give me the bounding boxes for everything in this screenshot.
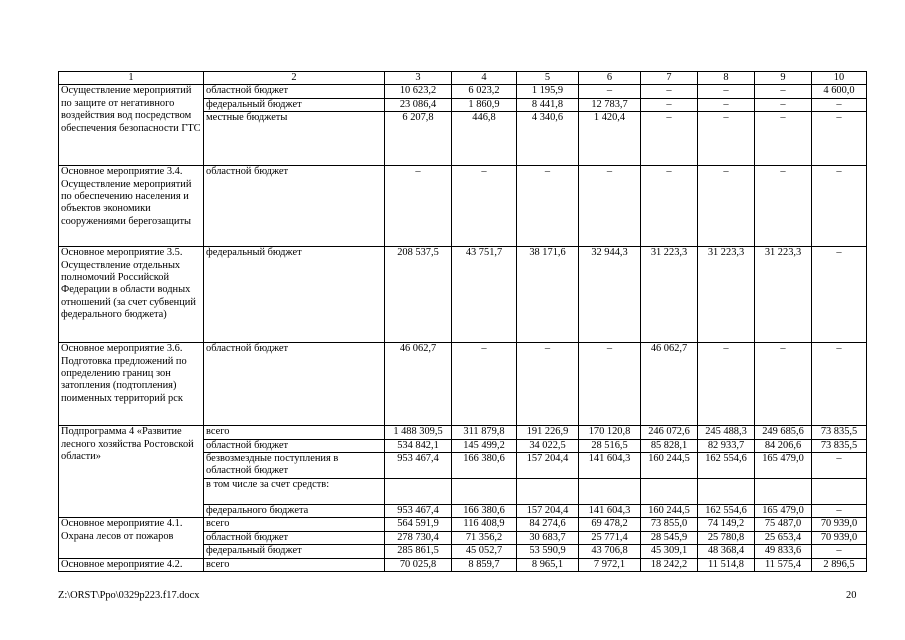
table-row <box>59 558 867 571</box>
amount-cell: – <box>452 166 517 247</box>
amount-cell: 278 730,4 <box>385 531 452 544</box>
amount-cell: 75 487,0 <box>755 518 812 531</box>
amount-cell: 70 939,0 <box>812 531 867 544</box>
amount-cell: 8 859,7 <box>452 558 517 571</box>
amount-cell: – <box>579 85 641 98</box>
activity-name-cell: Подпрограмма 4 «Развитие лесного хозяйства Ростовской области» <box>59 426 204 518</box>
amount-cell: 38 171,6 <box>517 247 579 343</box>
amount-cell: – <box>698 98 755 111</box>
amount-cell: – <box>755 98 812 111</box>
amount-cell: 25 780,8 <box>698 531 755 544</box>
activity-name-cell: Основное мероприятие 3.4. Осуществление мероприятий по обеспечению населения и объектов экономики сооружениями берегозащиты <box>59 166 204 247</box>
amount-cell: 31 223,3 <box>698 247 755 343</box>
funding-source-cell: в том числе за счет средств: <box>204 479 385 505</box>
table-body <box>59 72 867 572</box>
amount-cell: 1 195,9 <box>517 85 579 98</box>
amount-cell: 45 052,7 <box>452 545 517 558</box>
amount-cell: 8 965,1 <box>517 558 579 571</box>
amount-cell: 73 835,5 <box>812 426 867 439</box>
amount-cell: 84 274,6 <box>517 518 579 531</box>
funding-source-cell: местные бюджеты <box>204 112 385 166</box>
funding-source-cell: федеральный бюджет <box>204 98 385 111</box>
amount-cell: 12 783,7 <box>579 98 641 111</box>
amount-cell: 446,8 <box>452 112 517 166</box>
header-cell: 10 <box>812 72 867 85</box>
amount-cell: 10 623,2 <box>385 85 452 98</box>
amount-cell: 141 604,3 <box>579 453 641 479</box>
amount-cell: 82 933,7 <box>698 439 755 452</box>
amount-cell: 28 545,9 <box>641 531 698 544</box>
header-cell: 8 <box>698 72 755 85</box>
amount-cell: – <box>385 166 452 247</box>
amount-cell: 245 488,3 <box>698 426 755 439</box>
footer-file-path: Z:\ORST\Ppo\0329p223.f17.docx <box>58 590 200 601</box>
activity-name-cell: Основное мероприятие 4.1. Охрана лесов от пожаров <box>59 518 204 558</box>
header-cell: 4 <box>452 72 517 85</box>
amount-cell: 166 380,6 <box>452 505 517 518</box>
amount-cell: 23 086,4 <box>385 98 452 111</box>
activity-name-cell: Осуществление мероприятий по защите от негативного воздействия вод посредством обеспечения безопасности ГТС <box>59 85 204 166</box>
amount-cell: 73 855,0 <box>641 518 698 531</box>
amount-cell: 1 488 309,5 <box>385 426 452 439</box>
amount-cell: 25 771,4 <box>579 531 641 544</box>
amount-cell: 70 025,8 <box>385 558 452 571</box>
amount-cell: 4 340,6 <box>517 112 579 166</box>
amount-cell: 43 751,7 <box>452 247 517 343</box>
amount-cell: 564 591,9 <box>385 518 452 531</box>
amount-cell: 74 149,2 <box>698 518 755 531</box>
amount-cell: 7 972,1 <box>579 558 641 571</box>
amount-cell: 953 467,4 <box>385 505 452 518</box>
amount-cell <box>385 479 452 505</box>
amount-cell: 170 120,8 <box>579 426 641 439</box>
amount-cell: 53 590,9 <box>517 545 579 558</box>
header-cell: 9 <box>755 72 812 85</box>
amount-cell: 1 860,9 <box>452 98 517 111</box>
activity-name-cell: Основное мероприятие 3.5. Осуществление отдельных полномочий Российской Федерации в области водных отношений (за счет субвенций федерального бюджета) <box>59 247 204 343</box>
amount-cell: – <box>517 166 579 247</box>
amount-cell <box>698 479 755 505</box>
amount-cell: 191 226,9 <box>517 426 579 439</box>
amount-cell: 30 683,7 <box>517 531 579 544</box>
amount-cell <box>517 479 579 505</box>
amount-cell: 34 022,5 <box>517 439 579 452</box>
amount-cell: 73 835,5 <box>812 439 867 452</box>
table-row <box>59 166 867 247</box>
amount-cell: 6 023,2 <box>452 85 517 98</box>
amount-cell: 45 309,1 <box>641 545 698 558</box>
amount-cell <box>579 479 641 505</box>
amount-cell: 249 685,6 <box>755 426 812 439</box>
funding-source-cell: областной бюджет <box>204 439 385 452</box>
amount-cell: 157 204,4 <box>517 453 579 479</box>
amount-cell: 85 828,1 <box>641 439 698 452</box>
amount-cell: – <box>812 453 867 479</box>
amount-cell: – <box>698 112 755 166</box>
header-cell: 6 <box>579 72 641 85</box>
amount-cell: 31 223,3 <box>755 247 812 343</box>
funding-source-cell: областной бюджет <box>204 85 385 98</box>
funding-source-cell: федеральный бюджет <box>204 545 385 558</box>
amount-cell: 46 062,7 <box>641 343 698 426</box>
funding-source-cell: всего <box>204 426 385 439</box>
amount-cell: 49 833,6 <box>755 545 812 558</box>
amount-cell: 285 861,5 <box>385 545 452 558</box>
funding-source-cell: областной бюджет <box>204 531 385 544</box>
amount-cell <box>812 479 867 505</box>
amount-cell: 11 575,4 <box>755 558 812 571</box>
activity-name-cell: Основное мероприятие 3.6. Подготовка предложений по определению границ зон затопления (подтопления) поименных территорий рск <box>59 343 204 426</box>
amount-cell: 4 600,0 <box>812 85 867 98</box>
amount-cell: 157 204,4 <box>517 505 579 518</box>
amount-cell: – <box>755 85 812 98</box>
header-row <box>59 72 867 85</box>
amount-cell: 2 896,5 <box>812 558 867 571</box>
amount-cell: – <box>812 505 867 518</box>
funding-source-cell: всего <box>204 558 385 571</box>
header-cell: 1 <box>59 72 204 85</box>
amount-cell: – <box>812 545 867 558</box>
amount-cell: 25 653,4 <box>755 531 812 544</box>
header-cell: 2 <box>204 72 385 85</box>
table-row <box>59 85 867 98</box>
header-cell: 5 <box>517 72 579 85</box>
amount-cell <box>452 479 517 505</box>
funding-source-cell: всего <box>204 518 385 531</box>
amount-cell: 48 368,4 <box>698 545 755 558</box>
amount-cell: 11 514,8 <box>698 558 755 571</box>
amount-cell: 141 604,3 <box>579 505 641 518</box>
amount-cell: 6 207,8 <box>385 112 452 166</box>
amount-cell: 116 408,9 <box>452 518 517 531</box>
amount-cell: 246 072,6 <box>641 426 698 439</box>
amount-cell: 28 516,5 <box>579 439 641 452</box>
amount-cell: 32 944,3 <box>579 247 641 343</box>
table-row <box>59 518 867 531</box>
amount-cell: 208 537,5 <box>385 247 452 343</box>
amount-cell: – <box>755 166 812 247</box>
amount-cell: 165 479,0 <box>755 505 812 518</box>
amount-cell: – <box>579 166 641 247</box>
amount-cell: – <box>812 247 867 343</box>
amount-cell: – <box>698 85 755 98</box>
amount-cell: 160 244,5 <box>641 505 698 518</box>
amount-cell: 31 223,3 <box>641 247 698 343</box>
amount-cell: 160 244,5 <box>641 453 698 479</box>
amount-cell: 43 706,8 <box>579 545 641 558</box>
amount-cell <box>755 479 812 505</box>
amount-cell: – <box>812 98 867 111</box>
amount-cell: – <box>517 343 579 426</box>
funding-source-cell: федерального бюджета <box>204 505 385 518</box>
table-row <box>59 426 867 439</box>
amount-cell <box>641 479 698 505</box>
amount-cell: 1 420,4 <box>579 112 641 166</box>
amount-cell: 953 467,4 <box>385 453 452 479</box>
amount-cell: 46 062,7 <box>385 343 452 426</box>
table-row <box>59 343 867 426</box>
amount-cell: – <box>641 112 698 166</box>
table-row <box>59 247 867 343</box>
amount-cell: 166 380,6 <box>452 453 517 479</box>
amount-cell: – <box>579 343 641 426</box>
funding-source-cell: областной бюджет <box>204 343 385 426</box>
amount-cell: 162 554,6 <box>698 505 755 518</box>
funding-source-cell: безвозмездные поступления в областной бюджет <box>204 453 385 479</box>
amount-cell: – <box>698 343 755 426</box>
amount-cell: – <box>755 343 812 426</box>
amount-cell: 70 939,0 <box>812 518 867 531</box>
amount-cell: – <box>641 98 698 111</box>
funding-source-cell: областной бюджет <box>204 166 385 247</box>
amount-cell: – <box>812 112 867 166</box>
amount-cell: 18 242,2 <box>641 558 698 571</box>
activity-name-cell: Основное мероприятие 4.2. <box>59 558 204 571</box>
header-cell: 3 <box>385 72 452 85</box>
amount-cell: 69 478,2 <box>579 518 641 531</box>
amount-cell: 165 479,0 <box>755 453 812 479</box>
page-number: 20 <box>846 590 857 601</box>
amount-cell: 145 499,2 <box>452 439 517 452</box>
amount-cell: – <box>641 85 698 98</box>
funding-source-cell: федеральный бюджет <box>204 247 385 343</box>
amount-cell: 71 356,2 <box>452 531 517 544</box>
amount-cell: – <box>755 112 812 166</box>
amount-cell: 311 879,8 <box>452 426 517 439</box>
amount-cell: – <box>698 166 755 247</box>
amount-cell: – <box>812 166 867 247</box>
amount-cell: 534 842,1 <box>385 439 452 452</box>
amount-cell: 84 206,6 <box>755 439 812 452</box>
amount-cell: – <box>452 343 517 426</box>
budget-table <box>58 71 867 572</box>
header-cell: 7 <box>641 72 698 85</box>
amount-cell: 162 554,6 <box>698 453 755 479</box>
amount-cell: 8 441,8 <box>517 98 579 111</box>
amount-cell: – <box>812 343 867 426</box>
amount-cell: – <box>641 166 698 247</box>
